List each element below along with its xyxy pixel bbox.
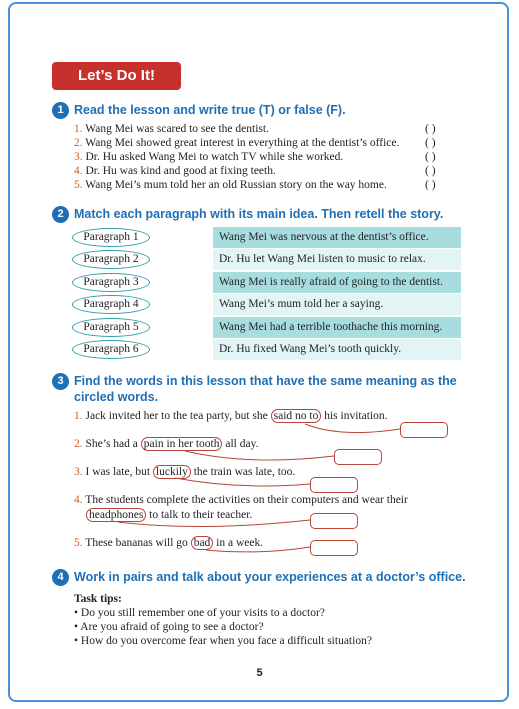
answer-blank-2[interactable]: ( ) — [425, 137, 436, 149]
sentence-2: 2. She’s had a pain in her tooth all day. — [74, 438, 259, 450]
main-idea-6: Dr. Hu fixed Wang Mei’s tooth quickly. — [213, 339, 461, 360]
task-tip-3: • How do you overcome fear when you face a difficult situation? — [74, 635, 372, 647]
circled-word-3: luckily — [153, 465, 191, 479]
tf-item-3: 3. Dr. Hu asked Wang Mei to watch TV while she worked. — [74, 151, 344, 163]
main-idea-1: Wang Mei was nervous at the dentist’s office. — [213, 227, 461, 248]
task-tip-2: • Are you afraid of going to see a doctor? — [74, 621, 264, 633]
sentence-4-line-2: headphones to talk to their teacher. — [86, 508, 252, 522]
paragraph-label-6: Paragraph 6 — [72, 340, 150, 359]
paragraph-label-4: Paragraph 4 — [72, 295, 150, 314]
answer-box-3[interactable] — [310, 477, 358, 493]
section-1-number: 1 — [52, 102, 69, 119]
section-3-number: 3 — [52, 373, 69, 390]
answer-blank-5[interactable]: ( ) — [425, 179, 436, 191]
answer-blank-1[interactable]: ( ) — [425, 123, 436, 135]
task-tips-title: Task tips: — [74, 593, 122, 605]
answer-box-5[interactable] — [310, 540, 358, 556]
sentence-4: 4. The students complete the activities on their computers and wear their — [74, 494, 408, 506]
sentence-1: 1. Jack invited her to the tea party, but she said no to his invitation. — [74, 410, 388, 422]
section-2-heading: Match each paragraph with its main idea. Then retell the story. — [74, 207, 444, 221]
page-number: 5 — [256, 667, 263, 679]
answer-blank-4[interactable]: ( ) — [425, 165, 436, 177]
circled-word-2: pain in her tooth — [141, 437, 223, 451]
task-tips — [74, 592, 372, 648]
answer-box-4[interactable] — [310, 513, 358, 529]
section-1-heading: Read the lesson and write true (T) or false (F). — [74, 103, 346, 117]
main-idea-5: Wang Mei had a terrible toothache this morning. — [213, 317, 461, 338]
sentence-5: 5. These bananas will go bad in a week. — [74, 537, 264, 549]
section-4-heading: Work in pairs and talk about your experiences at a doctor’s office. — [74, 570, 466, 584]
tf-item-2: 2. Wang Mei showed great interest in everything at the dentist’s office. — [74, 137, 400, 149]
tf-item-4: 4. Dr. Hu was kind and good at fixing teeth. — [74, 165, 276, 177]
tf-item-5: 5. Wang Mei’s mum told her an old Russian story on the way home. — [74, 179, 387, 191]
section-2-number: 2 — [52, 206, 69, 223]
answer-box-1[interactable] — [400, 422, 448, 438]
circled-word-4: headphones — [86, 508, 146, 522]
paragraph-label-2: Paragraph 2 — [72, 250, 150, 269]
circled-word-5: bad — [191, 536, 214, 550]
circled-word-1: said no to — [271, 409, 322, 423]
main-idea-4: Wang Mei’s mum told her a saying. — [213, 294, 461, 315]
tf-item-1: 1. Wang Mei was scared to see the dentist. — [74, 123, 269, 135]
paragraph-label-1: Paragraph 1 — [72, 228, 150, 247]
section-4-number: 4 — [52, 569, 69, 586]
lets-do-it-banner: Let’s Do It! — [52, 62, 181, 90]
main-idea-3: Wang Mei is really afraid of going to the dentist. — [213, 272, 461, 293]
task-tip-1: • Do you still remember one of your visits to a doctor? — [74, 607, 325, 619]
paragraph-label-3: Paragraph 3 — [72, 273, 150, 292]
answer-blank-3[interactable]: ( ) — [425, 151, 436, 163]
section-3-heading: Find the words in this lesson that have the same meaning as the circled words. — [74, 374, 457, 404]
answer-box-2[interactable] — [334, 449, 382, 465]
main-idea-2: Dr. Hu let Wang Mei listen to music to relax. — [213, 249, 461, 270]
sentence-3: 3. I was late, but luckily the train was late, too. — [74, 466, 296, 478]
paragraph-label-5: Paragraph 5 — [72, 318, 150, 337]
